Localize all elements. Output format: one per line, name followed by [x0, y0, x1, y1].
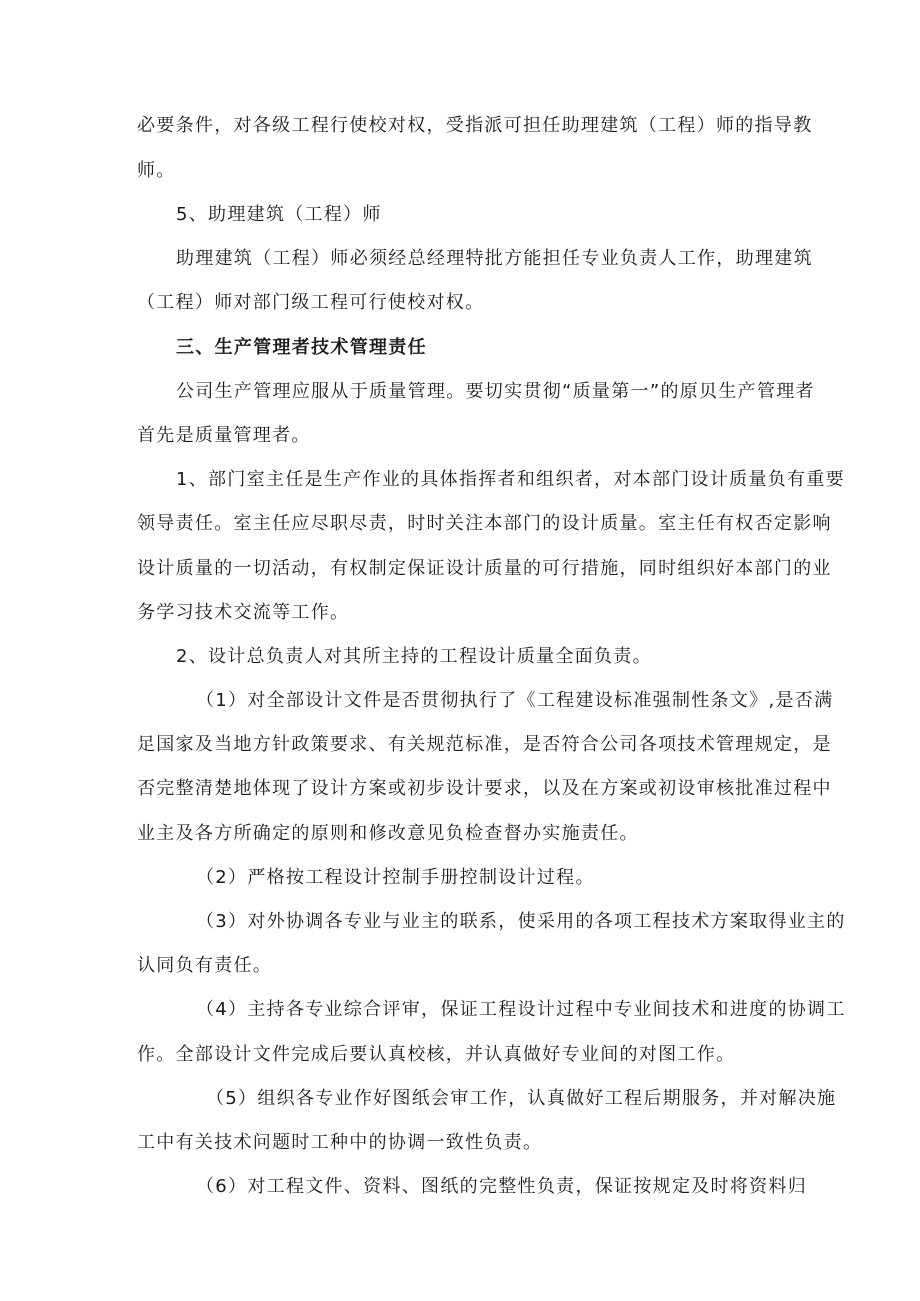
- text-line: （工程）师对部门级工程可行使校对权。: [137, 292, 485, 313]
- text-line: 设计质量的一切活动，有权制定保证设计质量的可行措施，同时组织好本部门的业: [137, 558, 832, 579]
- text-line: 助理建筑（工程）师必须经总经理特批方能担任专业负责人工作，助理建筑: [176, 248, 813, 269]
- text-line: 认同负有责任。: [137, 955, 273, 976]
- text-line: 业主及各方所确定的原则和修改意见负检查督办实施责任。: [137, 823, 639, 844]
- text-line: 作。全部设计文件完成后要认真校核，并认真做好专业间的对图工作。: [137, 1044, 736, 1065]
- text-line: 工中有关技术问题时工种中的协调一致性负责。: [137, 1132, 543, 1153]
- text-line: （6）对工程文件、资料、图纸的完整性负责，保证按规定及时将资料归: [196, 1176, 808, 1197]
- text-line: 公司生产管理应服从于质量管理。要切实贯彻“质量第一”的原贝生产管理者: [176, 381, 815, 402]
- text-line: 必要条件，对各级工程行使校对权，受指派可担任助理建筑（工程）师的指导教: [137, 115, 813, 136]
- section-heading-5: 5、助理建筑（工程）师: [176, 204, 382, 225]
- text-line: （5）组织各专业作好图纸会审工作，认真做好工程后期服务，并对解决施: [206, 1088, 837, 1109]
- text-line: （3）对外协调各专业与业主的联系，使采用的各项工程技术方案取得业主的: [196, 911, 846, 932]
- section-heading-3: 三、生产管理者技术管理责任: [176, 337, 427, 358]
- text-line: 2、设计总负责人对其所主持的工程设计质量全面负责。: [176, 646, 652, 667]
- text-line: 务学习技术交流等工作。: [137, 602, 350, 623]
- text-line: 首先是质量管理者。: [137, 425, 311, 446]
- text-line: 师。: [137, 160, 176, 181]
- text-line: 领导责任。室主任应尽职尽责，时时关注本部门的设计质量。室主任有权否定影响: [137, 513, 832, 534]
- text-line: 否完整清楚地体现了设计方案或初步设计要求，以及在方案或初设审核批准过程中: [137, 778, 832, 799]
- text-line: （1）对全部设计文件是否贯彻执行了《工程建设标准强制性条文》,是否满: [196, 690, 834, 711]
- text-line: 1、部门室主任是生产作业的具体指挥者和组织者，对本部门设计质量负有重要: [176, 469, 845, 490]
- text-line: 足国家及当地方针政策要求、有关规范标准，是否符合公司各项技术管理规定，是: [137, 734, 832, 755]
- text-line: （4）主持各专业综合评审，保证工程设计过程中专业间技术和进度的协调工: [196, 999, 846, 1020]
- text-line: （2）严格按工程设计控制手册控制设计过程。: [196, 867, 595, 888]
